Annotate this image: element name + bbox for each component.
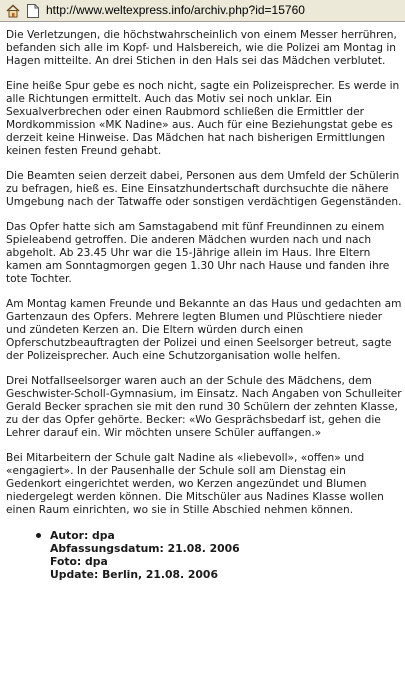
article-paragraph: Drei Notfallseelsorger waren auch an der Schule des Mädchens, dem Geschwister-Scholl-Gymnasium, im Einsatz. Nach Angaben von Schulleiter Gerald Becker sprachen sie mit den rund 30 Schülern der zehnten Klasse, zu der das Opfer gehörte. Becker: «Wo Gesprächsbedarf ist, gehen die Lehrer darauf ein. Wir möchten unsere Schüler auffangen.» [6,375,402,439]
home-icon[interactable] [5,3,21,19]
bullet-icon [36,533,41,538]
meta-date: Abfassungsdatum: 21.08. 2006 [50,542,240,555]
meta-photo: Foto: dpa [50,555,108,568]
page-icon [26,3,40,19]
article-paragraph: Bei Mitarbeitern der Schule galt Nadine als «liebevoll», «offen» und «engagiert». In der Pausenhalle der Schule soll am Dienstag ein Gedenkort eingerichtet werden, wo Kerzen angezündet und Blumen niedergelegt werden können. Die Mitschüler aus Nadines Klasse wollen einen Raum einrichten, wo sie in Stille Abschied nehmen können. [6,452,384,516]
article-paragraph: Am Montag kamen Freunde und Bekannte an das Haus und gedachten am Gartenzaun des Opfers. Mehrere legten Blumen und Plüschtiere nieder und zündeten Kerzen an. Die Eltern würden durch einen Opferschutzbeauftragten der Polizei und einen Seelsorger betreut, sagte der Polizeisprecher. Auch eine Schutzorganisation wolle helfen. [6,298,402,362]
address-bar[interactable] [0,0,405,22]
article-meta-item [6,529,402,581]
article-paragraph: Die Beamten seien derzeit dabei, Personen aus dem Umfeld der Schülerin zu befragen, hieß es. Eine Einsatzhundertschaft durchsuchte die nähere Umgebung nach der Tatwaffe oder sonstigen verdächtigen Gegenständen. [6,170,402,208]
article-meta [6,529,402,581]
url-text[interactable]: http://www.weltexpress.info/archiv.php?id=15760 [46,3,305,17]
article-paragraph: Die Verletzungen, die höchstwahrscheinlich von einem Messer herrühren, befanden sich alle im Kopf- und Halsbereich, wie die Polizei am Montag in Hagen mitteilte. An drei Stichen in den Hals sei das Mädchen verblutet. [6,29,397,67]
meta-update: Update: Berlin, 21.08. 2006 [50,568,218,581]
meta-author: Autor: dpa [50,529,115,542]
article-paragraph: Das Opfer hatte sich am Samstagabend mit fünf Freundinnen zu einem Spieleabend getroffen. Die anderen Mädchen wurden nach und nach abgeholt. Ab 23.45 Uhr war die 15-Jährige allein im Haus. Ihre Eltern kamen am Sonntagmorgen gegen 1.30 Uhr nach Hause und fanden ihre tote Tochter. [6,221,390,285]
article-body [6,29,402,581]
article-paragraph: Eine heiße Spur gebe es noch nicht, sagte ein Polizeisprecher. Es werde in alle Richtungen ermittelt. Auch das Motiv sei noch unklar. Ein Sexualverbrechen oder einen Raubmord schließen die Ermittler der Mordkommission «MK Nadine» aus. Auch für eine Beziehungstat gebe es derzeit keine Hinweise. Das Mädchen hat nach bisherigen Ermittlungen keinen festen Freund gehabt. [6,80,400,157]
